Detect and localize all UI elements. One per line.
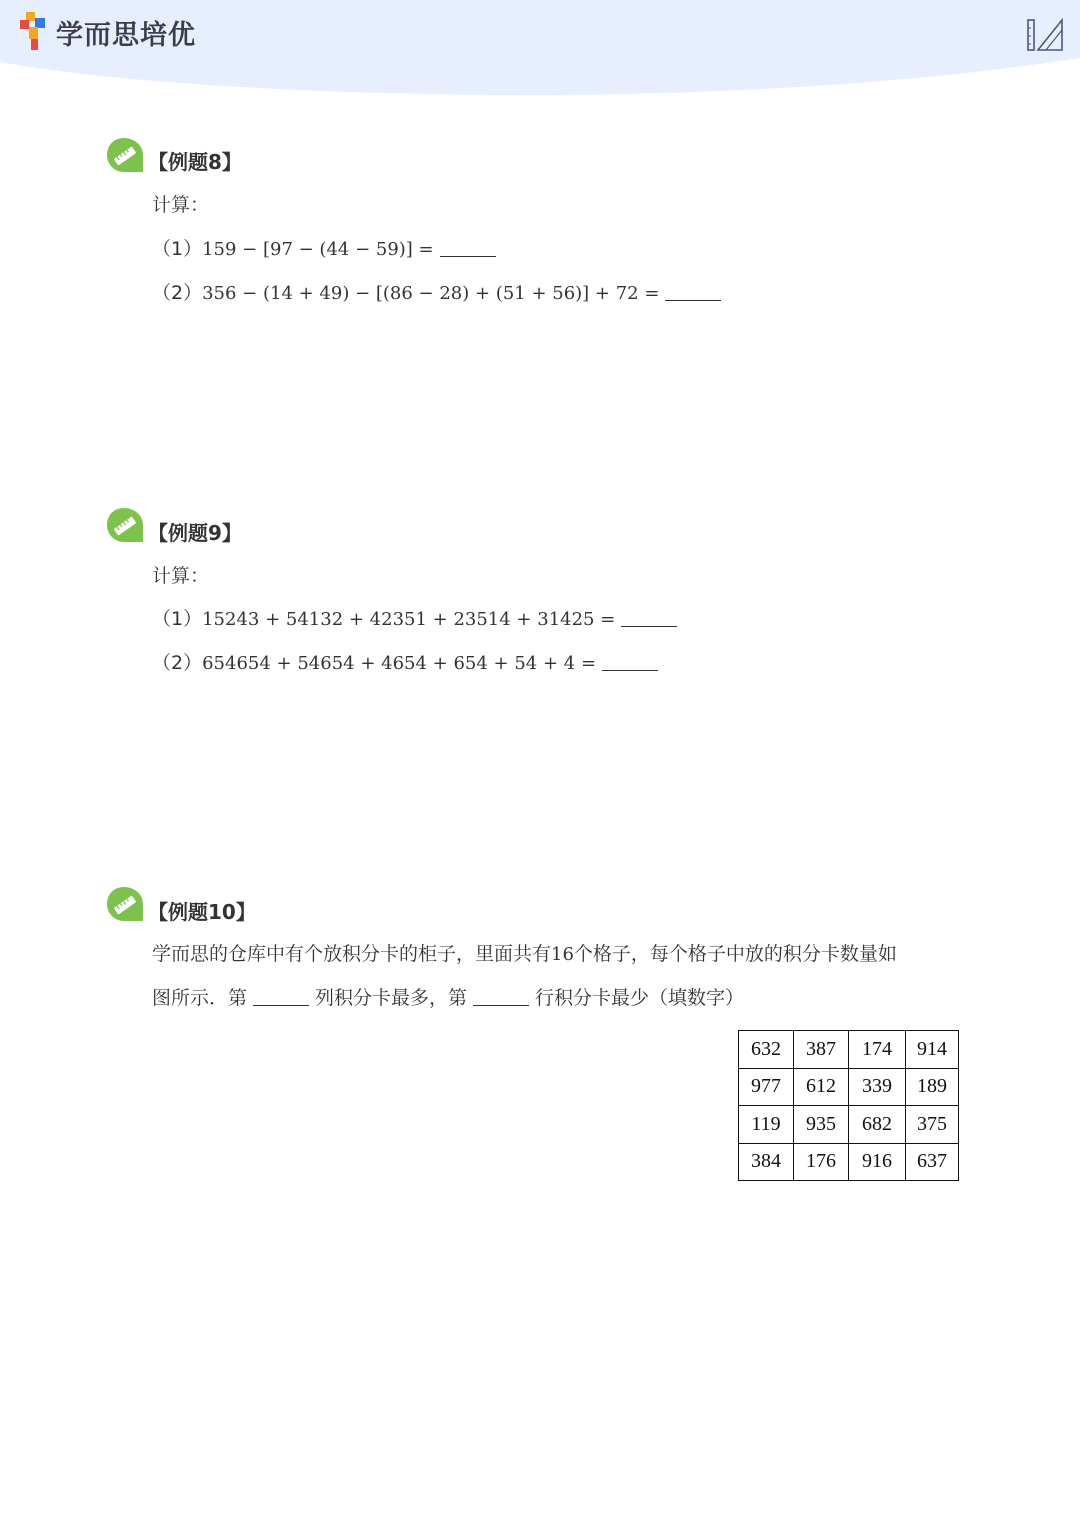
logo-mark-icon — [20, 12, 50, 52]
text-segment: 图所示．第 — [152, 987, 248, 1009]
text-segment: 行积分卡最少（填数字） — [535, 987, 745, 1009]
grid-cell: 977 — [739, 1068, 794, 1106]
answer-blank[interactable] — [602, 652, 658, 671]
answer-blank[interactable] — [253, 987, 309, 1006]
text-segment: 个格子，每个格子中放的积分卡数量如 — [573, 943, 897, 965]
example-9-question-1 — [152, 604, 677, 631]
grid-count: 16 — [551, 944, 574, 965]
grid-cell: 916 — [849, 1143, 906, 1181]
question-label: （2） — [152, 282, 203, 304]
grid-cell: 176 — [794, 1143, 849, 1181]
example-9-title: 【例题9】 — [148, 521, 242, 545]
example-10-text-line-1 — [152, 939, 897, 966]
math-expression: 15243 + 54132 + 42351 + 23514 + 31425 = — [202, 609, 616, 630]
grid-cell: 384 — [739, 1143, 794, 1181]
example-8-title: 【例题8】 — [148, 150, 242, 174]
grid-row — [739, 1106, 959, 1144]
ruler-triangle-icon — [1026, 16, 1066, 52]
example-8-prompt: 计算： — [152, 194, 210, 216]
question-label: （1） — [152, 238, 203, 260]
example-9-prompt: 计算： — [152, 565, 210, 587]
grid-cell: 914 — [906, 1031, 959, 1069]
brand-logo — [20, 12, 196, 52]
grid-cell: 174 — [849, 1031, 906, 1069]
grid-cell: 612 — [794, 1068, 849, 1106]
example-10-text-line-2 — [152, 983, 744, 1010]
ruler-badge-icon — [106, 137, 144, 173]
answer-blank[interactable] — [665, 282, 721, 301]
example-8-question-1 — [152, 234, 496, 261]
grid-cell: 119 — [739, 1106, 794, 1144]
ruler-badge-icon — [106, 886, 144, 922]
question-label: （1） — [152, 608, 203, 630]
grid-cell: 935 — [794, 1106, 849, 1144]
grid-row — [739, 1068, 959, 1106]
example-9-question-2 — [152, 648, 658, 675]
question-label: （2） — [152, 652, 203, 674]
ruler-badge-icon — [106, 507, 144, 543]
text-segment: 学而思的仓库中有个放积分卡的柜子，里面共有 — [152, 943, 552, 965]
points-card-grid — [738, 1030, 959, 1181]
grid-cell: 632 — [739, 1031, 794, 1069]
answer-blank[interactable] — [440, 238, 496, 257]
grid-row — [739, 1143, 959, 1181]
answer-blank[interactable] — [473, 987, 529, 1006]
grid-cell: 637 — [906, 1143, 959, 1181]
math-expression: 356 − (14 + 49) − [(86 − 28) + (51 + 56)] + 72 = — [202, 283, 660, 304]
math-expression: 654654 + 54654 + 4654 + 654 + 54 + 4 = — [202, 653, 597, 674]
answer-blank[interactable] — [621, 608, 677, 627]
brand-name: 学而思培优 — [56, 19, 196, 51]
math-expression: 159 − [97 − (44 − 59)] = — [202, 239, 434, 260]
grid-cell: 189 — [906, 1068, 959, 1106]
text-segment: 列积分卡最多，第 — [315, 987, 468, 1009]
grid-cell: 375 — [906, 1106, 959, 1144]
example-10-title: 【例题10】 — [148, 900, 256, 924]
grid-cell: 339 — [849, 1068, 906, 1106]
example-8-question-2 — [152, 278, 721, 305]
grid-row — [739, 1031, 959, 1069]
grid-cell: 387 — [794, 1031, 849, 1069]
grid-cell: 682 — [849, 1106, 906, 1144]
